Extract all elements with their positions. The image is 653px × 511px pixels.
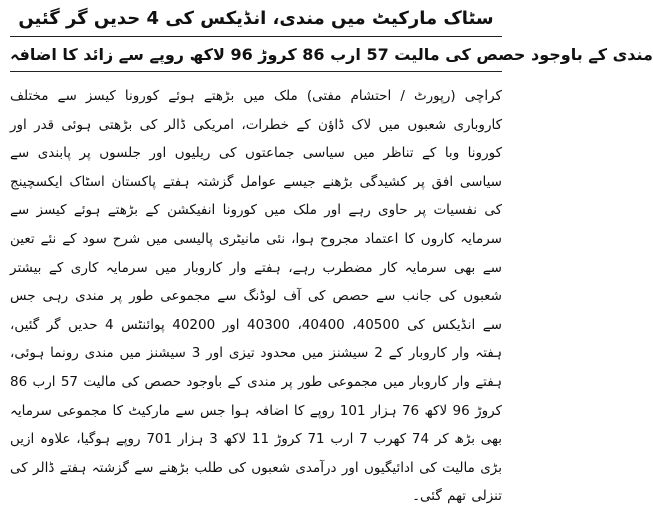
- headline: سٹاک مارکیٹ میں مندی، انڈیکس کی 4 حدیں گر گئیں: [18, 8, 494, 29]
- article-body: کراچی (رپورٹ / احتشام مفتی) ملک میں بڑھتے ہوئے کورونا کیسز سے مختلف کاروباری شعبوں میں لاک ڈاؤن کے خطرات، امریکی ڈالر کی بڑھتی ہوئی قدر اور کورونا وبا کے تناظر میں سیاسی جماعتوں کی ریلیوں اور جلسوں پر پابندی سے سیاسی افق پر کشیدگی بڑھنے جیسے عوامل گزشتہ ہفتے پاکستان اسٹاک ایکسچینج کی نفسیات پر حاوی رہے اور ملک میں کورونا انفیکشن کے بڑھتے ہوئے کیسز سے سرمایہ کاروں کا اعتماد مجروح ہوا، نئی مانیٹری پالیسی میں شرح سود کے نئے تعین سے بھی سرمایہ کار مضطرب رہے، ہفتے وار کاروبار میں سرمایہ کاری کے بیشتر شعبوں کی جانب سے حصص کی آف لوڈنگ سے مجموعی طور پر مندی رہی جس سے انڈیکس کی 40500، 40400، 40300 اور 40200 پوائنٹس 4 حدیں گر گئیں، ہفتہ وار کاروبار کے 2 سیشنز میں محدود تیزی اور 3 سیشنز میں مندی رونما ہوئی، ہفتے وار کاروبار میں مجموعی طور پر مندی کے باوجود حصص کی مالیت 57 ارب 86 کروڑ 96 لاکھ 76 ہزار 101 روپے کا اضافہ ہوا جس سے مارکیٹ کا مجموعی سرمایہ بھی بڑھ کر 74 کھرب 7 ارب 71 کروڑ 11 لاکھ 3 ہزار 701 روپے ہوگیا، علاوہ ازیں بڑی مالیت کی ادائیگیوں اور درآمدی شعبوں کی طلب بڑھنے سے گزشتہ ہفتے ڈالر کی تنزلی تھم گئی۔: [10, 88, 503, 505]
- subheadline-divider: [10, 71, 502, 72]
- headline-divider: [10, 36, 502, 37]
- subheadline: مندی کے باوجود حصص کی مالیت 57 ارب 86 کروڑ 96 لاکھ روپے سے زائد کا اضافہ: [10, 45, 653, 64]
